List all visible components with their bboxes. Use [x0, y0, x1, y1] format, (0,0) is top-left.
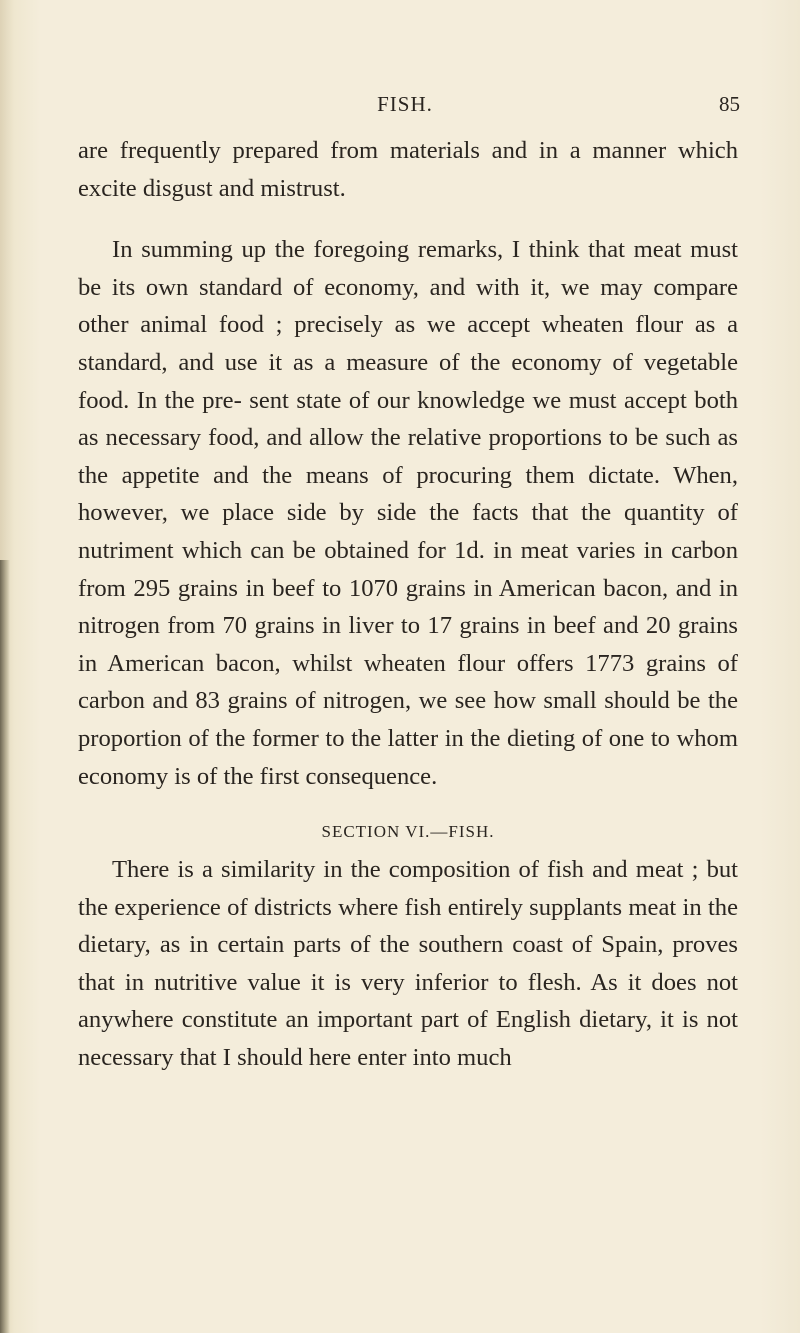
paragraph-fish: There is a similarity in the composition of fish and meat ; but the experience of districts where fish entirely supplants meat in the dietary, as in certain parts of the southern coast of Spain, proves that in nutritive value it is very inferior to flesh. As it does not anywhere constitute an important part of English dietary, it is not necessary that I should here enter into much — [78, 856, 738, 1072]
binding-shadow — [0, 560, 10, 1333]
body-text — [78, 132, 738, 1077]
page-header — [70, 92, 740, 132]
page-number: 85 — [719, 92, 740, 116]
section-heading: SECTION VI.—FISH. — [321, 822, 495, 842]
paragraph-continuation: are frequently prepared from materials and in a manner which excite disgust and mistrust. — [78, 137, 738, 202]
running-title: FISH. — [377, 92, 433, 116]
paragraph-summary: In summing up the foregoing remarks, I think that meat must be its own standard of economy, and with it, we may compare other animal food ; precisely as we accept wheaten flour as a standard, and use it as a measure of the economy of vegetable food. In the pre- sent state of our knowledge we must accept both as necessary food, and allow the relative proportions to be such as the appetite and the means of procuring them dictate. When, however, we place side by side the facts that the quantity of nutriment which can be obtained for 1d. in meat varies in carbon from 295 grains in beef to 1070 grains in American bacon, and in nitrogen from 70 grains in liver to 17 grains in beef and 20 grains in American bacon, whilst wheaten flour offers 1773 grains of carbon and 83 grains of nitrogen, we see how small should be the proportion of the former to the latter in the dieting of one to whom economy is of the first consequence. — [78, 236, 738, 790]
